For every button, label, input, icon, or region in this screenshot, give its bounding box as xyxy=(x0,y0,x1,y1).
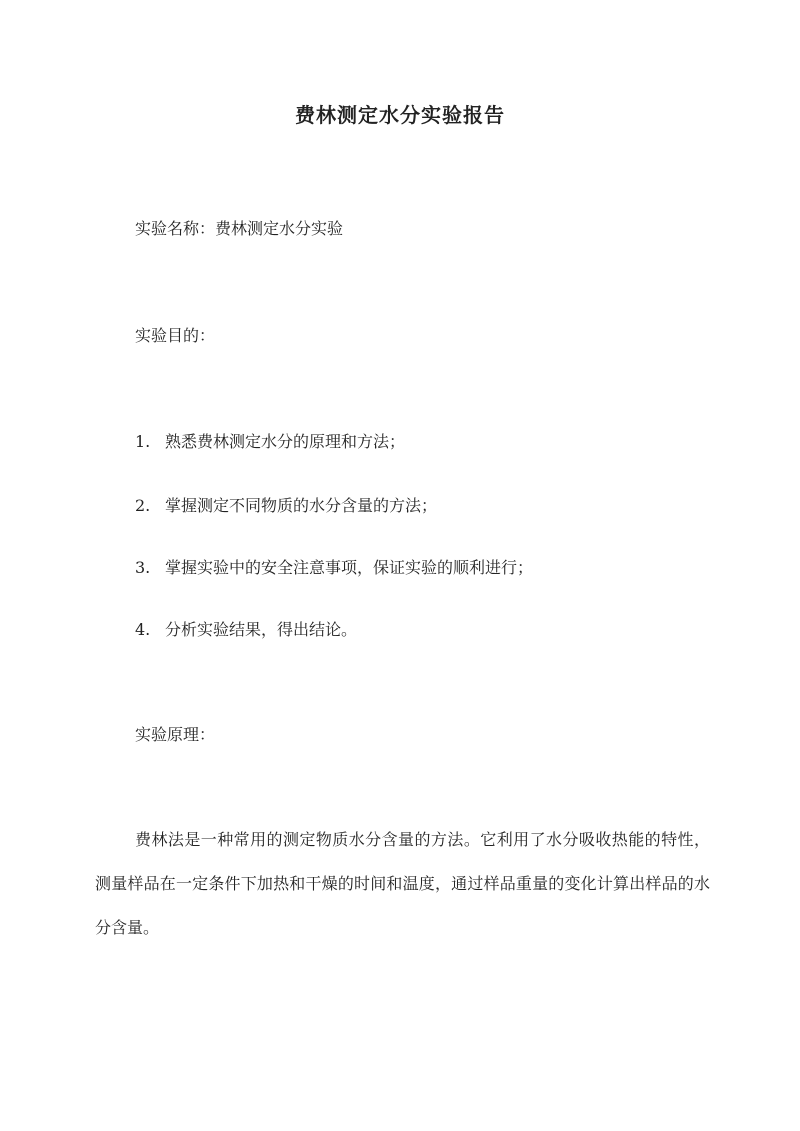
purpose-item-number: 4. xyxy=(135,620,151,639)
principle-heading: 实验原理： xyxy=(135,725,216,744)
purpose-item-4 xyxy=(135,618,357,642)
purpose-item-number: 3. xyxy=(135,558,151,577)
purpose-item-3 xyxy=(135,556,533,580)
purpose-item-text: 掌握测定不同物质的水分含量的方法； xyxy=(165,496,438,515)
document-title: 费林测定水分实验报告 xyxy=(295,103,505,127)
purpose-item-1 xyxy=(135,430,405,454)
purpose-heading: 实验目的： xyxy=(135,326,216,345)
experiment-name: 实验名称：费林测定水分实验 xyxy=(135,219,344,238)
principle-paragraph: 费林法是一种常用的测定物质水分含量的方法。它利用了水分吸收热能的特性，测量样品在一定条件下加热和干燥的时间和温度，通过样品重量的变化计算出样品的水分含量。 xyxy=(95,830,710,937)
purpose-item-text: 熟悉费林测定水分的原理和方法； xyxy=(165,432,406,451)
purpose-item-2 xyxy=(135,494,437,518)
purpose-item-text: 掌握实验中的安全注意事项，保证实验的顺利进行； xyxy=(165,558,534,577)
purpose-item-text: 分析实验结果，得出结论。 xyxy=(165,620,358,639)
purpose-item-number: 1. xyxy=(135,432,151,451)
purpose-item-number: 2. xyxy=(135,496,151,515)
